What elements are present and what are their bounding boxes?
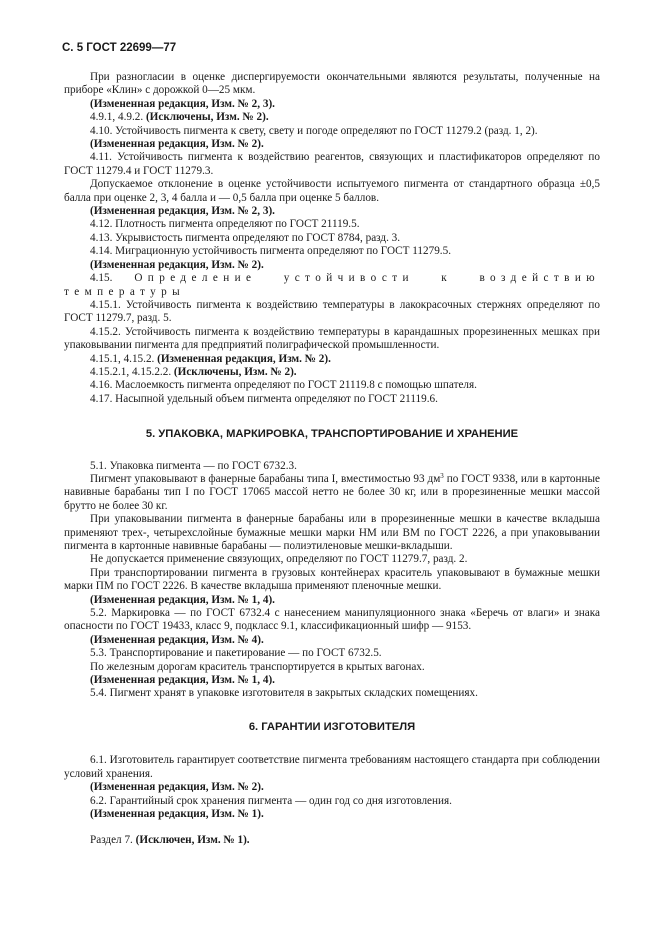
revision-note: (Измененная редакция, Изм. № 2).	[90, 781, 264, 794]
revision-note: (Измененная редакция, Изм. № 1).	[90, 807, 264, 820]
paragraph: 4.10. Устойчивость пигмента к свету, свету и погоде определяют по ГОСТ 11279.2 (разд. 1, 2).	[90, 124, 538, 137]
revision-note: (Измененная редакция, Изм. № 2).	[90, 138, 264, 151]
paragraph	[64, 272, 600, 299]
paragraph: 4.15.1. Устойчивость пигмента к воздействию температуры в лакокрасочных стержнях определяют по ГОСТ 11279.7, разд. 5.	[64, 298, 600, 325]
paragraph	[64, 473, 600, 513]
paragraph-prefix: 4.9.1, 4.9.2.	[90, 111, 146, 124]
paragraph: 5.4. Пигмент хранят в упаковке изготовителя в закрытых складских помещениях.	[90, 687, 478, 700]
paragraph: 4.12. Плотность пигмента определяют по ГОСТ 21119.5.	[90, 218, 360, 231]
paragraph-continuation: по ГОСТ 9338, или в картонные навивные барабаны тип I по ГОСТ 17065 массой нетто не более 30 кг, или в прорезиненные мешки массой брутто не более 30 кг.	[64, 472, 600, 512]
paragraph: 4.14. Миграционную устойчивость пигмента определяют по ГОСТ 11279.5.	[90, 245, 451, 258]
unit-superscript: 3	[440, 471, 444, 480]
paragraph-prefix: Пигмент упаковывают в фанерные барабаны типа I, вместимостью 93 дм	[90, 472, 441, 485]
paragraph: При транспортировании пигмента в грузовых контейнерах краситель упаковывают в бумажные мешки марки ПМ по ГОСТ 2226. В качестве вкладыша применяют пленочные мешки.	[64, 566, 600, 593]
paragraph-prefix: Раздел 7.	[90, 834, 136, 847]
revision-note: (Измененная редакция, Изм. № 4).	[90, 633, 264, 646]
revision-note: (Измененная редакция, Изм. № 1, 4).	[90, 674, 275, 687]
paragraph: При упаковывании пигмента в фанерные барабаны или в прорезиненные мешки в качестве вкладыша применяют трех-, четырехслойные бумажные мешки марки НМ или ВМ по ГОСТ 2226, а при упаковывании пигмента в картонные навивные барабаны — полиэтиленовые мешки-вкладыши.	[64, 513, 600, 552]
revision-note-inline: (Исключен, Изм. № 1).	[135, 834, 250, 847]
paragraph	[64, 834, 600, 847]
paragraph: 6.1. Изготовитель гарантирует соответствие пигмента требованиям настоящего стандарта при соблюдении условий хранения.	[64, 754, 600, 780]
revision-note: (Измененная редакция, Изм. № 2).	[90, 258, 264, 271]
paragraph	[64, 366, 600, 379]
section-heading: 5. УПАКОВКА, МАРКИРОВКА, ТРАНСПОРТИРОВАНИЕ И ХРАНЕНИЕ	[145, 428, 519, 441]
spaced-subheading: Определение устойчивости к воздействию температуры	[64, 272, 600, 298]
paragraph: 6.2. Гарантийный срок хранения пигмента — один год со дня изготовления.	[90, 794, 452, 807]
revision-note: (Измененная редакция, Изм. № 2, 3).	[90, 97, 275, 110]
paragraph: Не допускается применение связующих, определяют по ГОСТ 11279.7, разд. 2.	[90, 553, 468, 566]
paragraph-prefix: 4.15.1, 4.15.2.	[90, 352, 158, 365]
paragraph	[64, 353, 600, 366]
section-heading: 6. ГАРАНТИИ ИЗГОТОВИТЕЛЯ	[248, 720, 416, 733]
paragraph: Допускаемое отклонение в оценке устойчивости испытуемого пигмента от стандартного образца ±0,5 балла при оценке 2, 3, 4 балла и — 0,5 балла при оценке 5 баллов.	[64, 178, 600, 204]
paragraph	[64, 111, 600, 124]
revision-note: (Измененная редакция, Изм. № 1, 4).	[90, 593, 275, 606]
document-body	[64, 71, 600, 848]
paragraph: 4.13. Укрывистость пигмента определяют по ГОСТ 8784, разд. 3.	[90, 231, 401, 244]
paragraph: По железным дорогам краситель транспортируется в крытых вагонах.	[90, 660, 425, 673]
revision-note: (Измененная редакция, Изм. № 2, 3).	[90, 205, 275, 218]
paragraph: 4.17. Насыпной удельный объем пигмента определяют по ГОСТ 21119.6.	[90, 392, 438, 405]
paragraph: 4.15.2. Устойчивость пигмента к воздействию температуры в карандашных прорезиненных мешках при упаковывании пигмента для предприятий полиграфической промышленности.	[64, 325, 600, 352]
paragraph: При разногласии в оценке диспергируемости окончательными являются результаты, полученные на приборе «Клин» с дорожкой 0—25 мкм.	[64, 71, 600, 97]
paragraph: 4.16. Маслоемкость пигмента определяют по ГОСТ 21119.8 с помощью шпателя.	[90, 379, 477, 392]
paragraph-prefix: 4.15.2.1, 4.15.2.2.	[90, 365, 174, 378]
page-header: С. 5 ГОСТ 22699—77	[62, 42, 177, 54]
revision-note-inline: (Измененная редакция, Изм. № 2).	[157, 352, 331, 365]
paragraph: 4.11. Устойчивость пигмента к воздействию реагентов, связующих и пластификаторов определяют по ГОСТ 11279.4 и ГОСТ 11279.3.	[64, 151, 600, 177]
paragraph: 5.1. Упаковка пигмента — по ГОСТ 6732.3.	[90, 459, 297, 472]
paragraph: 5.2. Маркировка — по ГОСТ 6732.4 с нанесением манипуляционного знака «Беречь от влаги» и знака опасности по ГОСТ 19433, класс 9, подкласс 9.1, классификационный шифр — 9153.	[64, 607, 600, 633]
paragraph-prefix: 4.15.	[90, 272, 135, 285]
revision-note-inline: (Исключены, Изм. № 2).	[145, 111, 269, 124]
paragraph: 5.3. Транспортирование и пакетирование — по ГОСТ 6732.5.	[90, 647, 382, 660]
revision-note-inline: (Исключены, Изм. № 2).	[173, 365, 297, 378]
